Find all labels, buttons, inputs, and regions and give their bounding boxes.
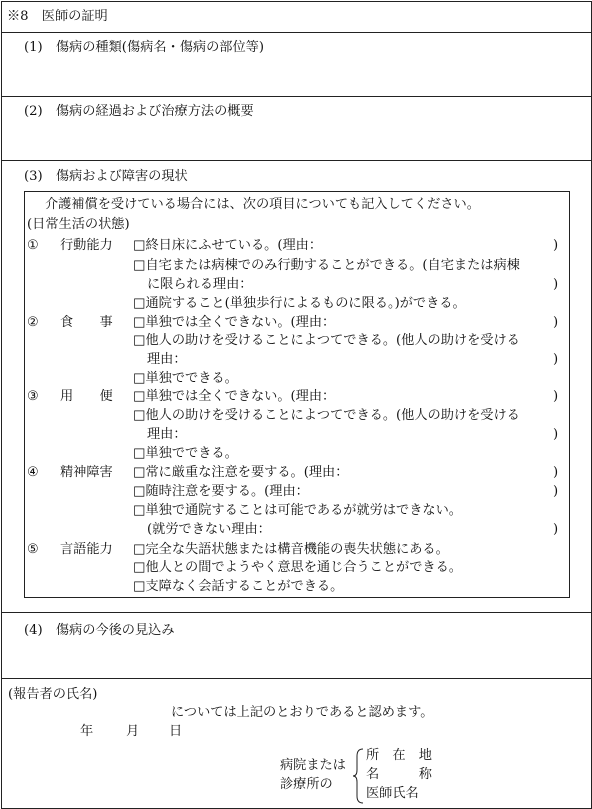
divider — [1, 612, 592, 613]
close-paren: ) — [553, 522, 559, 537]
checkbox-option[interactable]: □単独では全くできない。(理由： — [133, 315, 336, 330]
checkbox-option[interactable]: □完全な失語状態または構音機能の喪失状態にある。 — [133, 542, 449, 557]
option-continuation: (就労できない理由： — [147, 522, 271, 537]
checkbox-option[interactable]: □終日床にふせている。(理由： — [133, 238, 323, 253]
checkbox-option[interactable]: □支障なく会話することができる。 — [133, 579, 344, 594]
divider — [1, 678, 592, 679]
close-paren: ) — [553, 238, 559, 253]
care-intro: 介護補償を受けている場合には、次の項目についても記入してください。 — [45, 197, 480, 212]
divider — [1, 96, 592, 97]
hospital-label: 診療所の — [280, 777, 333, 792]
checkbox-option[interactable]: □他人の助けを受けることによつてできる。(他人の助けを受ける — [133, 408, 520, 423]
daily-life-heading: (日常生活の状態) — [27, 217, 130, 232]
divider — [1, 32, 592, 33]
reporter-label: (報告者の氏名) — [8, 687, 98, 702]
close-paren: ) — [553, 427, 559, 442]
section-4-label: (4) 傷病の今後の見込み — [24, 623, 175, 638]
category-number: ② — [27, 315, 39, 330]
address-field-label: 所 在 地 — [366, 748, 432, 763]
category-number: ⑤ — [27, 542, 39, 557]
checkbox-option[interactable]: □単独では全くできない。(理由： — [133, 389, 336, 404]
section-1-label: (1) 傷病の種類(傷病名・傷病の部位等) — [24, 40, 264, 55]
checkbox-option[interactable]: □他人との間でようやく意思を通じ合うことができる。 — [133, 560, 462, 575]
section-2-label: (2) 傷病の経過および治療方法の概要 — [24, 104, 254, 119]
close-paren: ) — [553, 352, 559, 367]
date-month: 月 — [126, 724, 140, 739]
hospital-label: 病院または — [280, 758, 346, 773]
category-number: ④ — [27, 465, 39, 480]
section-3-label: (3) 傷病および障害の現状 — [24, 169, 188, 184]
option-continuation: 理由： — [147, 427, 187, 442]
category-name: 食 事 — [60, 315, 113, 330]
category-number: ③ — [27, 389, 39, 404]
close-paren: ) — [553, 484, 559, 499]
category-name: 精神障害 — [60, 465, 113, 480]
category-name: 言語能力 — [60, 542, 113, 557]
left-brace-icon — [353, 748, 365, 804]
category-name: 行動能力 — [60, 238, 113, 253]
doctor-name-field-label: 医師氏名 — [366, 786, 419, 801]
option-continuation: 理由： — [147, 352, 187, 367]
checkbox-option[interactable]: □単独でできる。 — [133, 446, 238, 461]
name-field-label: 名 称 — [366, 767, 432, 782]
close-paren: ) — [553, 389, 559, 404]
category-name: 用 便 — [60, 389, 113, 404]
date-year: 年 — [80, 724, 94, 739]
certificate-title: ※8 医師の証明 — [7, 9, 108, 24]
checkbox-option[interactable]: □随時注意を要する。(理由： — [133, 484, 309, 499]
checkbox-option[interactable]: □通院すること(単独歩行によるものに限る。)ができる。 — [133, 296, 466, 311]
checkbox-option[interactable]: □常に厳重な注意を要する。(理由： — [133, 465, 349, 480]
checkbox-option[interactable]: □自宅または病棟でのみ行動することができる。(自宅または病棟 — [133, 258, 520, 273]
category-number: ① — [27, 238, 39, 253]
close-paren: ) — [553, 277, 559, 292]
date-day: 日 — [169, 724, 183, 739]
divider — [1, 160, 592, 161]
close-paren: ) — [553, 465, 559, 480]
checkbox-option[interactable]: □他人の助けを受けることによつてできる。(他人の助けを受ける — [133, 333, 520, 348]
certification-statement: については上記のとおりであると認めます。 — [171, 705, 434, 720]
checkbox-option[interactable]: □単独で通院することは可能であるが就労はできない。 — [133, 503, 462, 518]
close-paren: ) — [553, 315, 559, 330]
checkbox-option[interactable]: □単独でできる。 — [133, 371, 238, 386]
option-continuation: に限られる理由： — [147, 277, 253, 292]
